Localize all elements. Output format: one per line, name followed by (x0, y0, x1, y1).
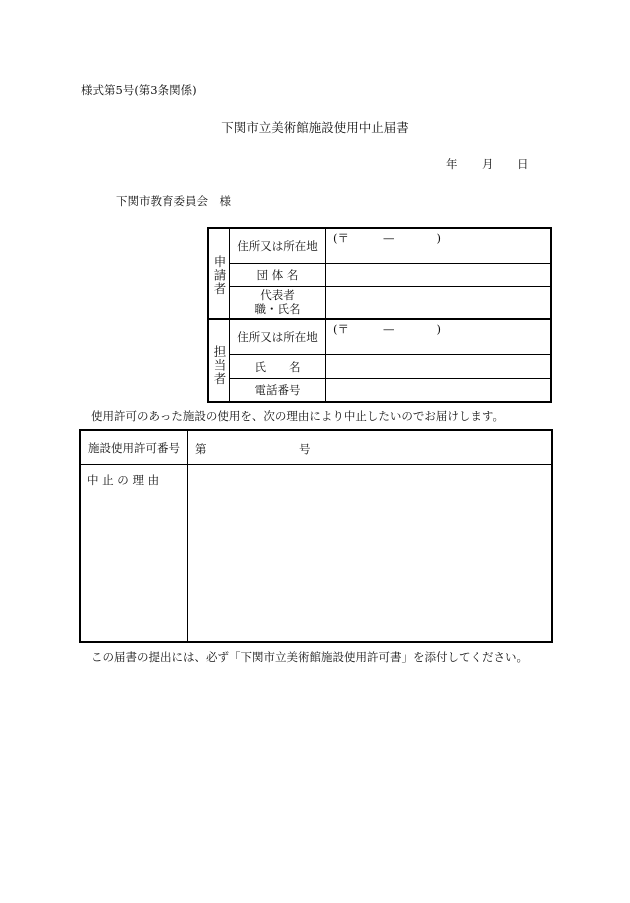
applicant-address-field[interactable] (333, 230, 441, 246)
representative-label-line1: 代表者 (260, 288, 295, 302)
postal-open: (〒 (333, 322, 349, 336)
postal-close: ) (436, 231, 441, 245)
form-number: 様式第5号(第3条関係) (81, 83, 197, 97)
phone-number-field[interactable] (326, 379, 550, 401)
date-day-label: 日 (517, 157, 529, 171)
representative-label-line2: 職・氏名 (254, 302, 301, 316)
group-name-label: 団 体 名 (256, 268, 299, 282)
date-month-label: 月 (482, 157, 494, 171)
postal-dash: — (383, 231, 395, 245)
reason-label: 中 止 の 理 由 (87, 473, 160, 487)
footer-note: この届書の提出には、必ず「下関市立美術館施設使用許可書」を添付してください。 (91, 650, 528, 664)
representative-name-field[interactable] (326, 287, 550, 318)
group-divider (209, 318, 550, 320)
notice-sentence: 使用許可のあった施設の使用を、次の理由により中止したいのでお届けします。 (91, 409, 504, 423)
permit-table (79, 429, 553, 643)
contact-name-label: 氏 名 (254, 360, 301, 374)
phone-number-label: 電話番号 (254, 383, 301, 397)
contact-group-label: 担当者 (212, 345, 227, 386)
applicant-table (207, 227, 552, 403)
permit-number-label: 施設使用許可番号 (88, 441, 180, 455)
applicant-address-label: 住所又は所在地 (237, 239, 318, 253)
permit-number-prefix: 第 (195, 442, 207, 456)
contact-address-field[interactable] (333, 321, 441, 337)
postal-open: (〒 (333, 231, 349, 245)
postal-close: ) (436, 322, 441, 336)
contact-address-label: 住所又は所在地 (237, 330, 318, 344)
reason-field[interactable] (188, 465, 551, 641)
document-title: 下関市立美術館施設使用中止届書 (221, 120, 409, 135)
permit-number-field[interactable] (208, 433, 294, 461)
representative-label (230, 288, 325, 316)
applicant-group-label: 申請者 (212, 255, 227, 296)
addressee: 下関市教育委員会 様 (116, 194, 231, 208)
contact-name-field[interactable] (326, 355, 550, 378)
permit-number-suffix: 号 (299, 442, 311, 456)
postal-dash: — (383, 322, 395, 336)
group-name-field[interactable] (326, 264, 550, 286)
date-year-label: 年 (446, 157, 458, 171)
